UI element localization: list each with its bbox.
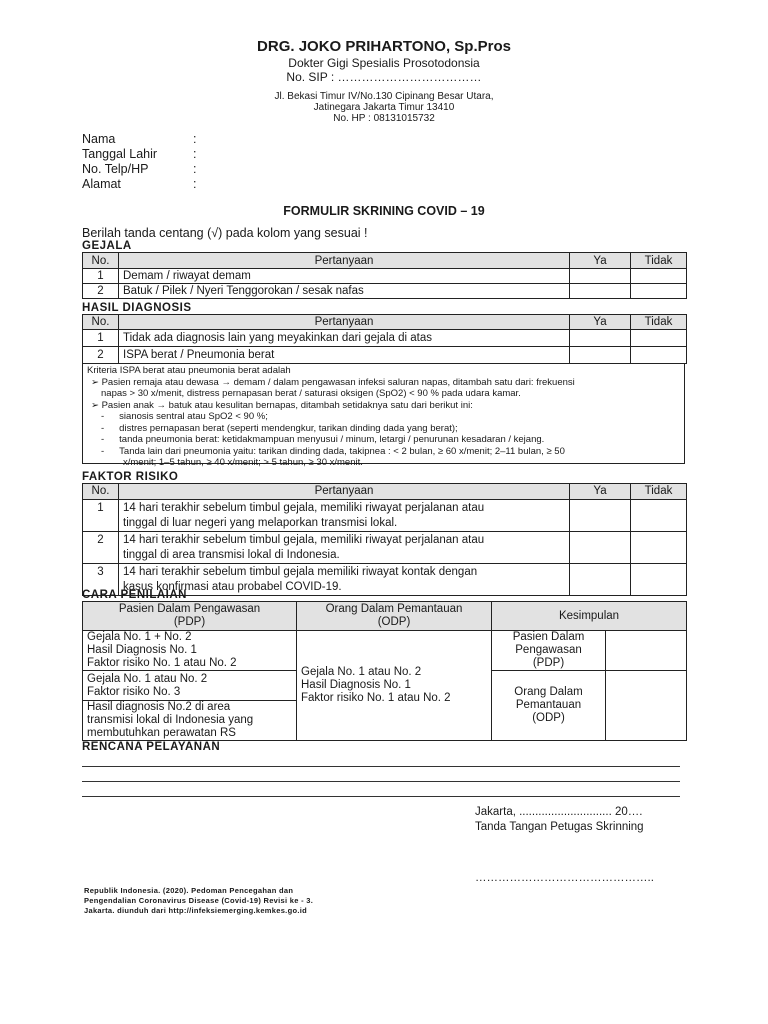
col-header-no: No. — [83, 315, 119, 330]
odp-criteria — [297, 631, 492, 741]
kriteria-bullet-adult-cont: napas > 30 x/menit, distress pernapasan berat / saturasi oksigen (SpO2) < 90 % pada udara kamar. — [101, 388, 521, 399]
kriteria-dash-item: - sianosis sentral atau SpO2 < 90 %; — [101, 411, 268, 422]
reference-line: Republik Indonesia. (2020). Pedoman Pencegahan dan — [84, 886, 294, 895]
header-pdp-line2: (PDP) — [173, 616, 206, 628]
checkbox-tidak[interactable] — [631, 269, 687, 284]
writing-line[interactable] — [82, 781, 680, 782]
row-number: 3 — [83, 564, 119, 596]
col-header-no: No. — [83, 253, 119, 269]
header-pdp — [83, 602, 297, 631]
col-header-tidak: Tidak — [631, 315, 687, 330]
kesimpulan-odp-check[interactable] — [606, 671, 687, 741]
question-line: tinggal di luar negeri yang melaporkan transmisi lokal. — [123, 517, 398, 529]
instruction-text: Berilah tanda centang (√) pada kolom yang sesuai ! — [82, 226, 368, 240]
checkbox-ya[interactable] — [570, 330, 631, 347]
checkbox-tidak[interactable] — [631, 532, 687, 564]
doctor-name: DRG. JOKO PRIHARTONO, Sp.Pros — [257, 38, 511, 55]
criteria-line: Faktor risiko No. 1 atau No. 2 — [87, 657, 237, 669]
header-odp-line1: Orang Dalam Pemantauan — [325, 603, 463, 615]
criteria-line: membutuhkan perawatan RS — [87, 727, 236, 739]
checkbox-tidak[interactable] — [631, 284, 687, 299]
table-row — [83, 284, 687, 299]
table-row — [83, 347, 687, 364]
section-title-gejala: GEJALA — [82, 240, 132, 252]
checkbox-tidak[interactable] — [631, 564, 687, 596]
kesimpulan-line: Pemantauan — [515, 699, 582, 711]
table-row — [83, 532, 687, 564]
kriteria-dash-text: Tanda lain dari pneumonia yaitu: tarikan dinding dada, takipnea : < 2 bulan, ≥ 60 x/menit; 2–11 bulan, ≥ 50 — [119, 445, 565, 457]
checkbox-ya[interactable] — [570, 564, 631, 596]
section-title-faktor-risiko: FAKTOR RISIKO — [82, 471, 179, 483]
kriteria-dash-item: - distres pernapasan berat (seperti mendengkur, tarikan dinding dada yang berat); — [101, 422, 458, 434]
row-number: 2 — [83, 347, 119, 364]
kesimpulan-pdp — [492, 631, 606, 671]
col-header-ya: Ya — [570, 315, 631, 330]
table-row — [83, 500, 687, 532]
row-number: 1 — [83, 500, 119, 532]
checkbox-tidak[interactable] — [631, 330, 687, 347]
row-number: 2 — [83, 284, 119, 299]
field-colon: : — [193, 147, 197, 161]
kesimpulan-pdp-check[interactable] — [606, 631, 687, 671]
field-colon: : — [193, 177, 197, 191]
checkbox-ya[interactable] — [570, 269, 631, 284]
kriteria-title: Kriteria ISPA berat atau pneumonia berat adalah — [87, 365, 291, 376]
criteria-line: Gejala No. 1 + No. 2 — [87, 631, 192, 643]
criteria-line: Gejala No. 1 atau No. 2 — [301, 666, 422, 678]
row-number: 2 — [83, 532, 119, 564]
kriteria-dash-text: tanda pneumonia berat: ketidakmampuan menyusui / minum, letargi / penurunan kesadaran / kejang. — [119, 434, 545, 445]
kriteria-bullet-child: ➢ Pasien anak → batuk atau kesulitan bernapas, ditambah setidaknya satu dari berikut ini: — [91, 399, 473, 411]
pdp-criteria-c — [83, 701, 297, 741]
question-text: Demam / riwayat demam — [119, 269, 570, 284]
kesimpulan-odp — [492, 671, 606, 741]
field-label-nama: Nama — [82, 132, 116, 146]
kesimpulan-line: Pengawasan — [515, 644, 582, 656]
gejala-table — [82, 252, 687, 299]
address-line-1: Jl. Bekasi Timur IV/No.130 Cipinang Besar Utara, — [274, 91, 494, 102]
criteria-line: Faktor risiko No. 3 — [87, 685, 181, 698]
phone-number: No. HP : 08131015732 — [333, 113, 435, 124]
doctor-specialty: Dokter Gigi Spesialis Prosotodonsia — [288, 56, 480, 70]
question-line: 14 hari terakhir sebelum timbul gejala, memiliki riwayat perjalanan atau — [123, 502, 485, 514]
kesimpulan-line: (ODP) — [532, 712, 565, 724]
kriteria-box — [82, 363, 685, 468]
checkbox-ya[interactable] — [570, 284, 631, 299]
kesimpulan-line: (PDP) — [532, 657, 565, 669]
header-odp-line2: (ODP) — [377, 616, 411, 628]
criteria-line: Gejala No. 1 atau No. 2 — [87, 672, 208, 685]
reference-line: Jakarta. diunduh dari http://infeksiemerging.kemkes.go.id — [84, 906, 307, 915]
kriteria-dash-item: - tanda pneumonia berat: ketidakmampuan menyusui / minum, letargi / penurunan kesadaran / kejang. — [101, 434, 545, 445]
col-header-pertanyaan: Pertanyaan — [119, 484, 570, 500]
kesimpulan-line: Pasien Dalam — [512, 631, 585, 643]
checkbox-ya[interactable] — [570, 347, 631, 364]
row-number: 1 — [83, 330, 119, 347]
kesimpulan-line: Orang Dalam — [514, 686, 583, 698]
col-header-tidak: Tidak — [631, 253, 687, 269]
question-cell — [119, 500, 570, 532]
criteria-line: Faktor risiko No. 1 atau No. 2 — [301, 692, 451, 704]
criteria-line: Hasil Diagnosis No. 1 — [87, 644, 197, 656]
checkbox-ya[interactable] — [570, 500, 631, 532]
question-text: Batuk / Pilek / Nyeri Tenggorokan / sesak nafas — [119, 284, 570, 299]
col-header-ya: Ya — [570, 484, 631, 500]
table-row — [83, 330, 687, 347]
checkbox-tidak[interactable] — [631, 500, 687, 532]
question-line: kasus konfirmasi atau probabel COVID-19. — [123, 581, 342, 593]
question-text: ISPA berat / Pneumonia berat — [119, 347, 570, 364]
question-line: 14 hari terakhir sebelum timbul gejala memiliki riwayat kontak dengan — [123, 566, 478, 578]
question-text: Tidak ada diagnosis lain yang meyakinkan dari gejala di atas — [119, 330, 570, 347]
criteria-line: Hasil Diagnosis No. 1 — [301, 679, 411, 691]
row-number: 1 — [83, 269, 119, 284]
section-title-rencana-pelayanan: RENCANA PELAYANAN — [82, 741, 221, 753]
diagnosis-table — [82, 314, 687, 364]
faktor-risiko-table — [82, 483, 687, 596]
col-header-ya: Ya — [570, 253, 631, 269]
kriteria-dash-text: sianosis sentral atau SpO2 < 90 %; — [119, 411, 268, 422]
header-pdp-line1: Pasien Dalam Pengawasan — [118, 603, 261, 615]
question-line: tinggal di area transmisi lokal di Indonesia. — [123, 549, 340, 561]
reference-line: Pengendalian Coronavirus Disease (Covid-19) Revisi ke - 3. — [84, 896, 314, 905]
criteria-line: transmisi lokal di Indonesia yang — [87, 714, 254, 726]
writing-line[interactable] — [82, 766, 680, 767]
question-cell — [119, 532, 570, 564]
signature-label: Tanda Tangan Petugas Skrinning — [475, 821, 644, 833]
col-header-pertanyaan: Pertanyaan — [119, 315, 570, 330]
checkbox-ya[interactable] — [570, 532, 631, 564]
section-title-hasil-diagnosis: HASIL DIAGNOSIS — [82, 302, 192, 314]
table-row — [83, 269, 687, 284]
criteria-line: Hasil diagnosis No.2 di area — [87, 701, 231, 713]
field-colon: : — [193, 162, 197, 176]
field-label-tanggal-lahir: Tanggal Lahir — [82, 147, 158, 161]
question-line: 14 hari terakhir sebelum timbul gejala, memiliki riwayat perjalanan atau — [123, 534, 485, 546]
reference-note — [84, 886, 390, 916]
form-title: FORMULIR SKRINING COVID – 19 — [283, 204, 485, 218]
col-header-pertanyaan: Pertanyaan — [119, 253, 570, 269]
signature-place-date: Jakarta, ............................. 20…. — [475, 806, 643, 818]
header-kesimpulan: Kesimpulan — [492, 602, 687, 631]
writing-line[interactable] — [82, 796, 680, 797]
header-odp — [297, 602, 492, 631]
col-header-tidak: Tidak — [631, 484, 687, 500]
checkbox-tidak[interactable] — [631, 347, 687, 364]
signature-line: ……………………………………….. — [475, 872, 654, 884]
kriteria-dash-text: distres pernapasan berat (seperti mendengkur, tarikan dinding dada yang berat); — [119, 422, 458, 434]
field-label-alamat: Alamat — [82, 177, 121, 191]
pdp-criteria-b — [83, 671, 297, 701]
field-colon: : — [193, 132, 197, 146]
kriteria-dash-text-cont: x/menit; 1–5 tahun, ≥ 40 x/menit; > 5 tahun, ≥ 30 x/menit. — [123, 457, 363, 468]
address-line-2: Jatinegara Jakarta Timur 13410 — [313, 102, 455, 113]
sip-number: No. SIP : ……………………………… — [286, 70, 482, 84]
kriteria-dash-item: - Tanda lain dari pneumonia yaitu: tarikan dinding dada, takipnea : < 2 bulan, ≥ 60 x/menit; 2–11 bulan, ≥ 50 — [101, 445, 565, 457]
field-label-telp: No. Telp/HP — [82, 162, 149, 176]
section-title-cara-penilaian: CARA PENILAIAN — [82, 589, 187, 601]
col-header-no: No. — [83, 484, 119, 500]
pdp-criteria-a — [83, 631, 297, 671]
cara-penilaian-table — [82, 601, 687, 741]
kriteria-bullet-adult: ➢ Pasien remaja atau dewasa → demam / dalam pengawasan infeksi saluran napas, ditambah satu dari: frekuensi — [91, 376, 575, 388]
